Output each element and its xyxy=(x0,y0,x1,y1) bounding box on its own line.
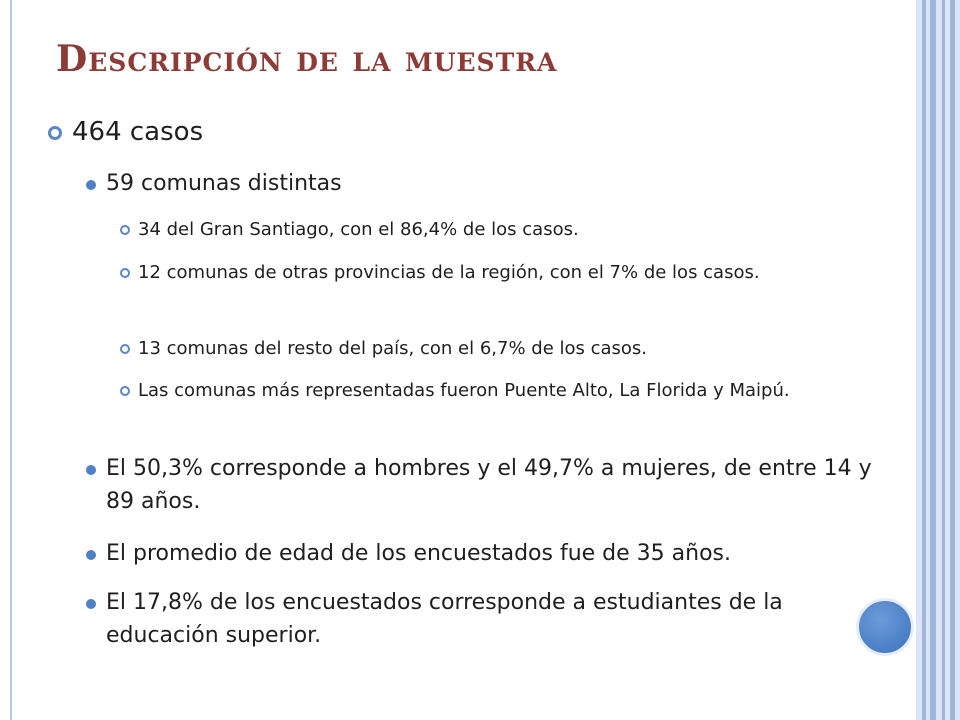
bullet-text: El 17,8% de los encuestados corresponde a estudiantes de la educación superior. xyxy=(106,590,783,648)
dot-bullet-icon xyxy=(86,180,96,190)
ring-bullet-icon xyxy=(120,386,130,396)
list-item xyxy=(72,117,852,147)
bullet-text: 59 comunas distintas xyxy=(106,171,342,196)
bullet-text: El 50,3% corresponde a hombres y el 49,7% a mujeres, de entre 14 y 89 años. xyxy=(106,456,872,514)
dot-bullet-icon xyxy=(86,599,96,609)
ring-bullet-icon xyxy=(48,126,62,140)
bullet-text: 464 casos xyxy=(72,117,204,147)
right-stripes-decoration xyxy=(916,0,960,720)
ring-bullet-icon xyxy=(120,344,130,354)
stripe xyxy=(950,0,955,720)
slide-title: Descripción de la muestra xyxy=(56,38,558,80)
list-item xyxy=(138,375,898,407)
bullet-text: 34 del Gran Santiago, con el 86,4% de los casos. xyxy=(138,219,579,240)
list-item xyxy=(106,167,886,200)
bullet-text: El promedio de edad de los encuestados fue de 35 años. xyxy=(106,541,731,566)
stripe xyxy=(922,0,926,720)
bullet-text: Las comunas más representadas fueron Puente Alto, La Florida y Maipú. xyxy=(138,380,790,401)
bullet-text: 13 comunas del resto del país, con el 6,7% de los casos. xyxy=(138,338,648,359)
dot-bullet-icon xyxy=(86,550,96,560)
list-item xyxy=(106,452,886,518)
circle-decoration xyxy=(856,598,914,656)
ring-bullet-icon xyxy=(120,268,130,278)
stripe xyxy=(930,0,936,720)
stripe xyxy=(942,0,945,720)
bullet-text: 12 comunas de otras provincias de la región, con el 7% de los casos. xyxy=(138,262,760,283)
list-item xyxy=(106,537,886,570)
list-item xyxy=(106,586,886,652)
list-item xyxy=(138,214,898,246)
list-item xyxy=(138,257,898,289)
ring-bullet-icon xyxy=(120,225,130,235)
list-item xyxy=(138,333,898,365)
dot-bullet-icon xyxy=(86,465,96,475)
